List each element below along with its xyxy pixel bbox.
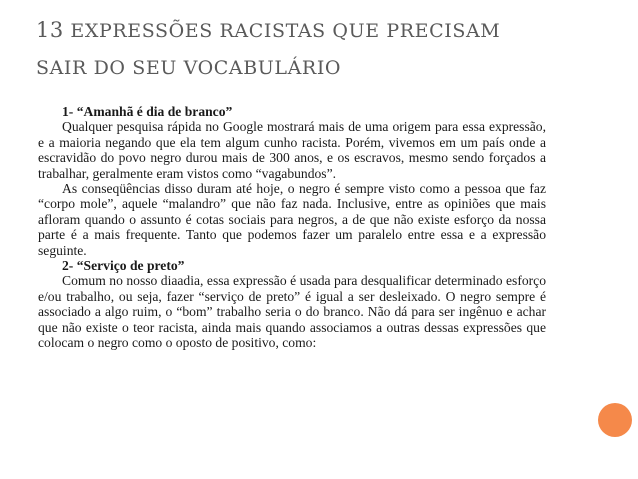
title-number: 13 [36,18,64,42]
item-heading-1: 1- “Amanhã é dia de branco” [62,104,233,119]
item-1-paragraph-1: Qualquer pesquisa rápida no Google mostrará mais de uma origem para essa expressão, e a maioria negando que ela tem algum cunho racista. Porém, vivemos em um país onde a escravidão do povo negro durou mais de 300 anos, e os escravos, mesmo sendo forçados a trabalhar, geralmente eram vistos como “vagabundos”. [38,119,546,181]
slide-title [36,10,616,84]
decorative-circle-icon [598,403,632,437]
title-text-2: SAIR DO SEU VOCABULÁRIO [36,57,342,79]
title-line-2 [36,47,616,84]
title-line-1 [36,10,616,47]
item-heading-2: 2- “Serviço de preto” [62,258,185,274]
item-1-paragraph-2: As conseqüências disso duram até hoje, o negro é sempre visto como a pessoa que faz “corpo mole”, aquele “malandro” que não faz nada. Inclusive, entre as opiniões que mais afloram quando o assunto é cotas sociais para negros, a de que não existe esforço da nossa parte é a mais frequente. Tanto que podemos fazer um paralelo entre essa e a expressão seguinte. [38,181,546,258]
slide-content [38,104,546,351]
item-2-paragraph-1: Comum no nosso diaadia, essa expressão é usada para desqualificar determinado esforço e/ou trabalho, ou seja, fazer “serviço de preto” é igual a ser desleixado. O negro sempre é associado a algo ruim, o “bom” trabalho seria o do branco. Não dá para ser ingênuo e achar que não existe o teor racista, ainda mais quando associamos a outras dessas expressões que colocam o negro como o oposto de positivo, como: [38,273,546,351]
title-text-1: EXPRESSÕES RACISTAS QUE PRECISAM [63,20,501,42]
